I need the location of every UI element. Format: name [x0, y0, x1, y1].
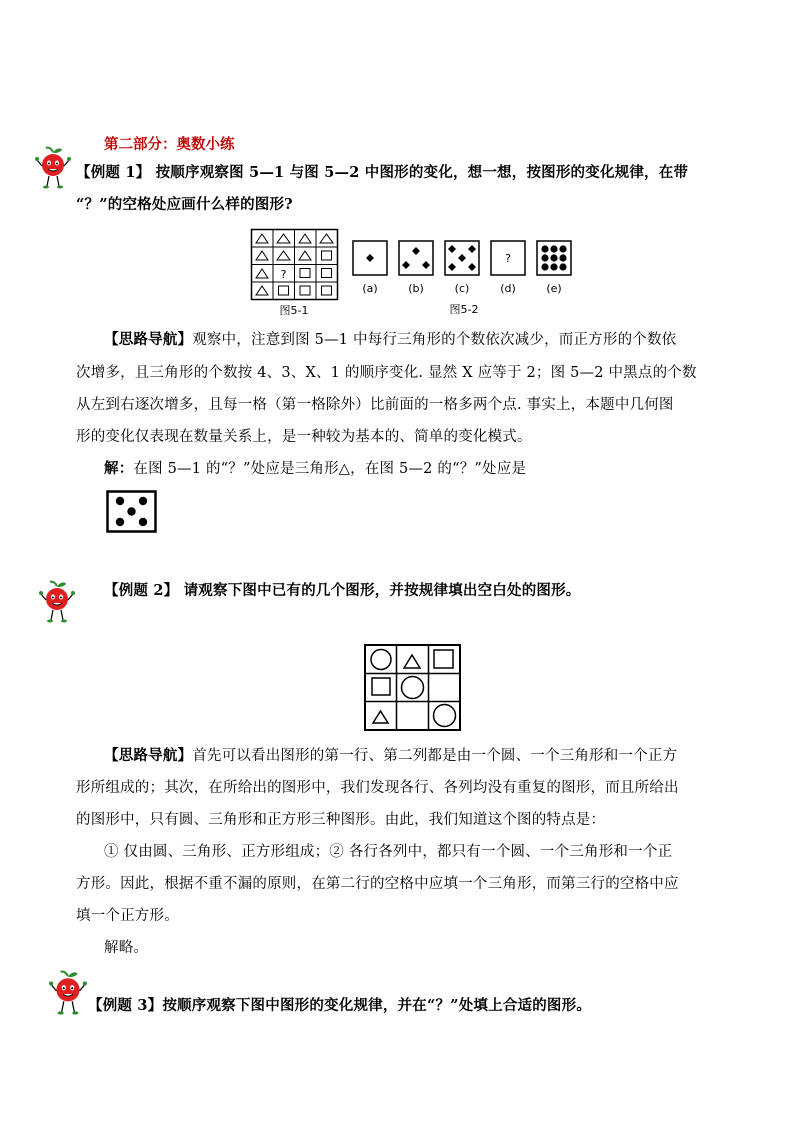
figure-5-2-label-a: (a)	[362, 282, 378, 295]
example2-guide-line2: 形所组成的；其次，在所给出的图形中，我们发现各行、各列均没有重复的图形，而且所给出	[76, 780, 679, 796]
example3-label: 【例题 3】	[88, 997, 163, 1014]
figure-5-2-question-mark: ?	[505, 252, 511, 265]
figure-5-2	[348, 236, 578, 320]
example1-guide-line1	[104, 330, 676, 350]
example2-label: 【例题 2】	[104, 582, 179, 599]
example1-question-line2: “？”的空格处应画什么样的图形?	[76, 196, 293, 213]
figure-5-2-label-c: (c)	[454, 282, 470, 295]
answer-dice-figure	[106, 490, 158, 534]
figure-5-2-label-d: (d)	[500, 282, 516, 295]
apple-mascot-icon	[38, 578, 76, 628]
figure-5-1	[250, 228, 342, 320]
example2-guide-text1: 首先可以看出图形的第一行、第二列都是由一个圆、一个三角形和一个正方	[192, 748, 678, 764]
example1-guide-label: 【思路导航】	[104, 331, 193, 348]
example2-question: 请观察下图中已有的几个图形，并按规律填出空白处的图形。	[183, 582, 581, 599]
example1-guide-line2: 次增多，且三角形的个数按 4、3、X、1 的顺序变化. 显然 X 应等于 2；图 5—2 中黑点的个数	[76, 365, 697, 381]
figure-5-2-label-b: (b)	[408, 282, 424, 295]
example1-answer-text: 在图 5—1 的“？”处应是三角形△，在图 5—2 的“？”处应是	[133, 461, 527, 477]
example1-guide-text1: 观察中，注意到图 5—1 中每行三角形的个数依次减少，而正方形的个数依	[192, 332, 677, 348]
figure-5-2-label-e: (e)	[546, 282, 562, 295]
example2-shape-grid	[364, 644, 462, 732]
section-title: 第二部分：奥数小练	[104, 136, 235, 153]
example2-guide-line4: ① 仅由圆、三角形、正方形组成；② 各行各列中，都只有一个圆、一个三角形和一个正	[104, 844, 673, 860]
figure-5-2-caption: 图5-2	[449, 303, 479, 316]
example3-question: 按顺序观察下图中图形的变化规律，并在“？”处填上合适的图形。	[162, 997, 592, 1014]
example2-question-line	[104, 581, 581, 601]
example1-guide-line3: 从左到右逐次增多，且每一格（第一格除外）比前面的一格多两个点. 事实上，本题中几何图	[76, 397, 674, 413]
figure-5-1-question-mark: ?	[280, 268, 287, 281]
example1-question: 按顺序观察图 5—1 与图 5—2 中图形的变化，想一想，按图形的变化规律，在带	[155, 164, 689, 181]
example1-answer-label: 解：	[104, 460, 134, 477]
example1-guide-line4: 形的变化仅表现在数量关系上，是一种较为基本的、简单的变化模式。	[76, 429, 532, 445]
example2-guide-line3: 的图形中，只有圆、三角形和正方形三种图形。由此，我们知道这个图的特点是：	[76, 812, 606, 828]
example2-answer: 解略。	[104, 940, 149, 956]
apple-mascot-icon	[34, 146, 72, 192]
example2-guide-line1	[104, 746, 677, 766]
figure-5-1-caption: 图5-1	[279, 304, 309, 317]
example1-question-line1	[76, 163, 688, 183]
example1-label: 【例题 1】	[76, 164, 151, 181]
example1-answer	[104, 459, 526, 479]
example3-question-line	[88, 996, 591, 1016]
apple-mascot-icon	[48, 968, 88, 1020]
example2-guide-line5: 方形。因此，根据不重不漏的原则，在第二行的空格中应填一个三角形，而第三行的空格中应	[76, 876, 679, 892]
example2-guide-label: 【思路导航】	[104, 747, 193, 764]
example2-guide-line6: 填一个正方形。	[76, 908, 179, 924]
